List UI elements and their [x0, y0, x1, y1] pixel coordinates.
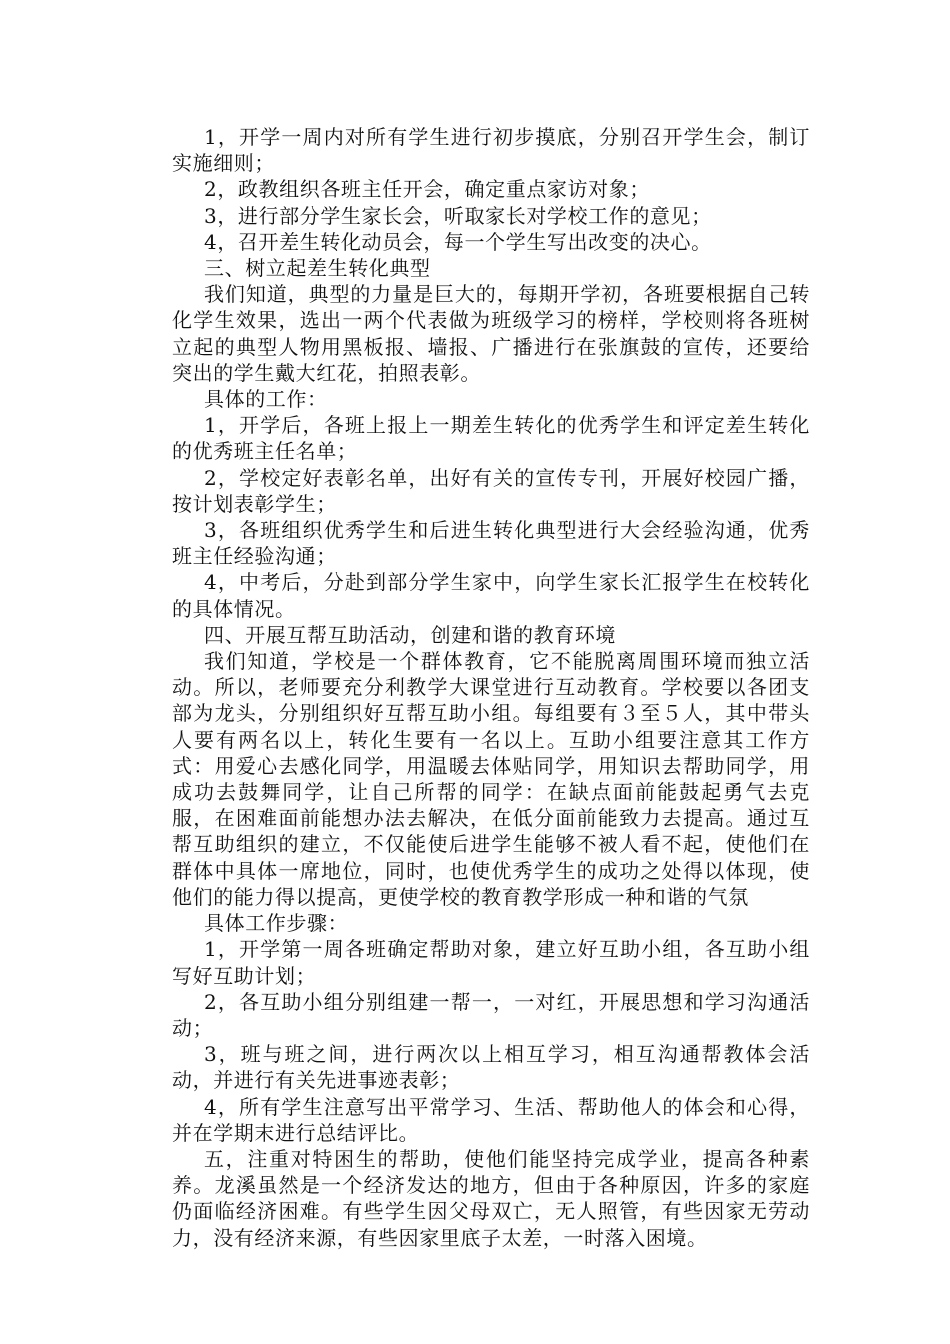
paragraph: 4，中考后，分赴到部分学生家中，向学生家长汇报学生在校转化的具体情况。	[172, 570, 810, 621]
section-heading: 三、树立起差生转化典型	[204, 256, 431, 281]
paragraph: 4，所有学生注意写出平常学习、生活、帮助他人的体会和心得，并在学期末进行总结评比。	[172, 1094, 810, 1145]
paragraph: 我们知道，学校是一个群体教育，它不能脱离周围环境而独立活动。所以，老师要充分利教学大课堂进行互动教育。学校要以各团支部为龙头，分别组织好互帮互助小组。每组要有３至５人，其中带头人要有两名以上，转化生要有一名以上。互助小组要注意其工作方式：用爱心去感化同学，用温暖去体贴同学，用知识去帮助同学，用成功去鼓舞同学，让自己所帮的同学：在缺点面前能鼓起勇气去克服，在困难面前能想办法去解决，在低分面前能致力去提高。通过互帮互助组织的建立，不仅能使后进学生能够不被人看不起，使他们在群体中具体一席地位，同时，也使优秀学生的成功之处得以体现，使他们的能力得以提高，更使学校的教育教学形成一种和谐的气氛	[172, 649, 810, 909]
paragraph: 1，开学一周内对所有学生进行初步摸底，分别召开学生会，制订实施细则；	[172, 125, 810, 176]
paragraph: 具体的工作：	[204, 387, 328, 412]
paragraph: 2，各互助小组分别组建一帮一，一对红，开展思想和学习沟通活动；	[172, 989, 810, 1040]
section-heading: 四、开展互帮互助活动，创建和谐的教育环境	[204, 622, 616, 647]
paragraph: 2，学校定好表彰名单，出好有关的宣传专刊，开展好校园广播，按计划表彰学生；	[172, 465, 810, 516]
paragraph: 3，班与班之间，进行两次以上相互学习，相互沟通帮教体会活动，并进行有关先进事迹表彰；	[172, 1042, 810, 1093]
paragraph: 1，开学第一周各班确定帮助对象，建立好互助小组，各互助小组写好互助计划；	[172, 937, 810, 988]
paragraph: 3，各班组织优秀学生和后进生转化典型进行大会经验沟通，优秀班主任经验沟通；	[172, 518, 810, 569]
document-body	[172, 124, 810, 1251]
paragraph: 我们知道，典型的力量是巨大的，每期开学初，各班要根据自己转化学生效果，选出一两个代表做为班级学习的榜样，学校则将各班树立起的典型人物用黑板报、墙报、广播进行在张旗鼓的宣传，还要给突出的学生戴大红花，拍照表彰。	[172, 282, 810, 385]
paragraph: 2，政教组织各班主任开会，确定重点家访对象；	[204, 177, 650, 202]
paragraph: 3，进行部分学生家长会，听取家长对学校工作的意见；	[204, 203, 712, 228]
paragraph: 1，开学后，各班上报上一期差生转化的优秀学生和评定差生转化的优秀班主任名单；	[172, 413, 810, 464]
paragraph: 4，召开差生转化动员会，每一个学生写出改变的决心。	[204, 229, 712, 254]
paragraph: 五，注重对特困生的帮助，使他们能坚持完成学业，提高各种素养。龙溪虽然是一个经济发达的地方，但由于各种原因，许多的家庭仍面临经济困难。有些学生因父母双亡，无人照管，有些因家无劳动力，没有经济来源，有些因家里底子太差，一时落入困境。	[172, 1146, 810, 1250]
paragraph: 具体工作步骤：	[204, 911, 349, 936]
